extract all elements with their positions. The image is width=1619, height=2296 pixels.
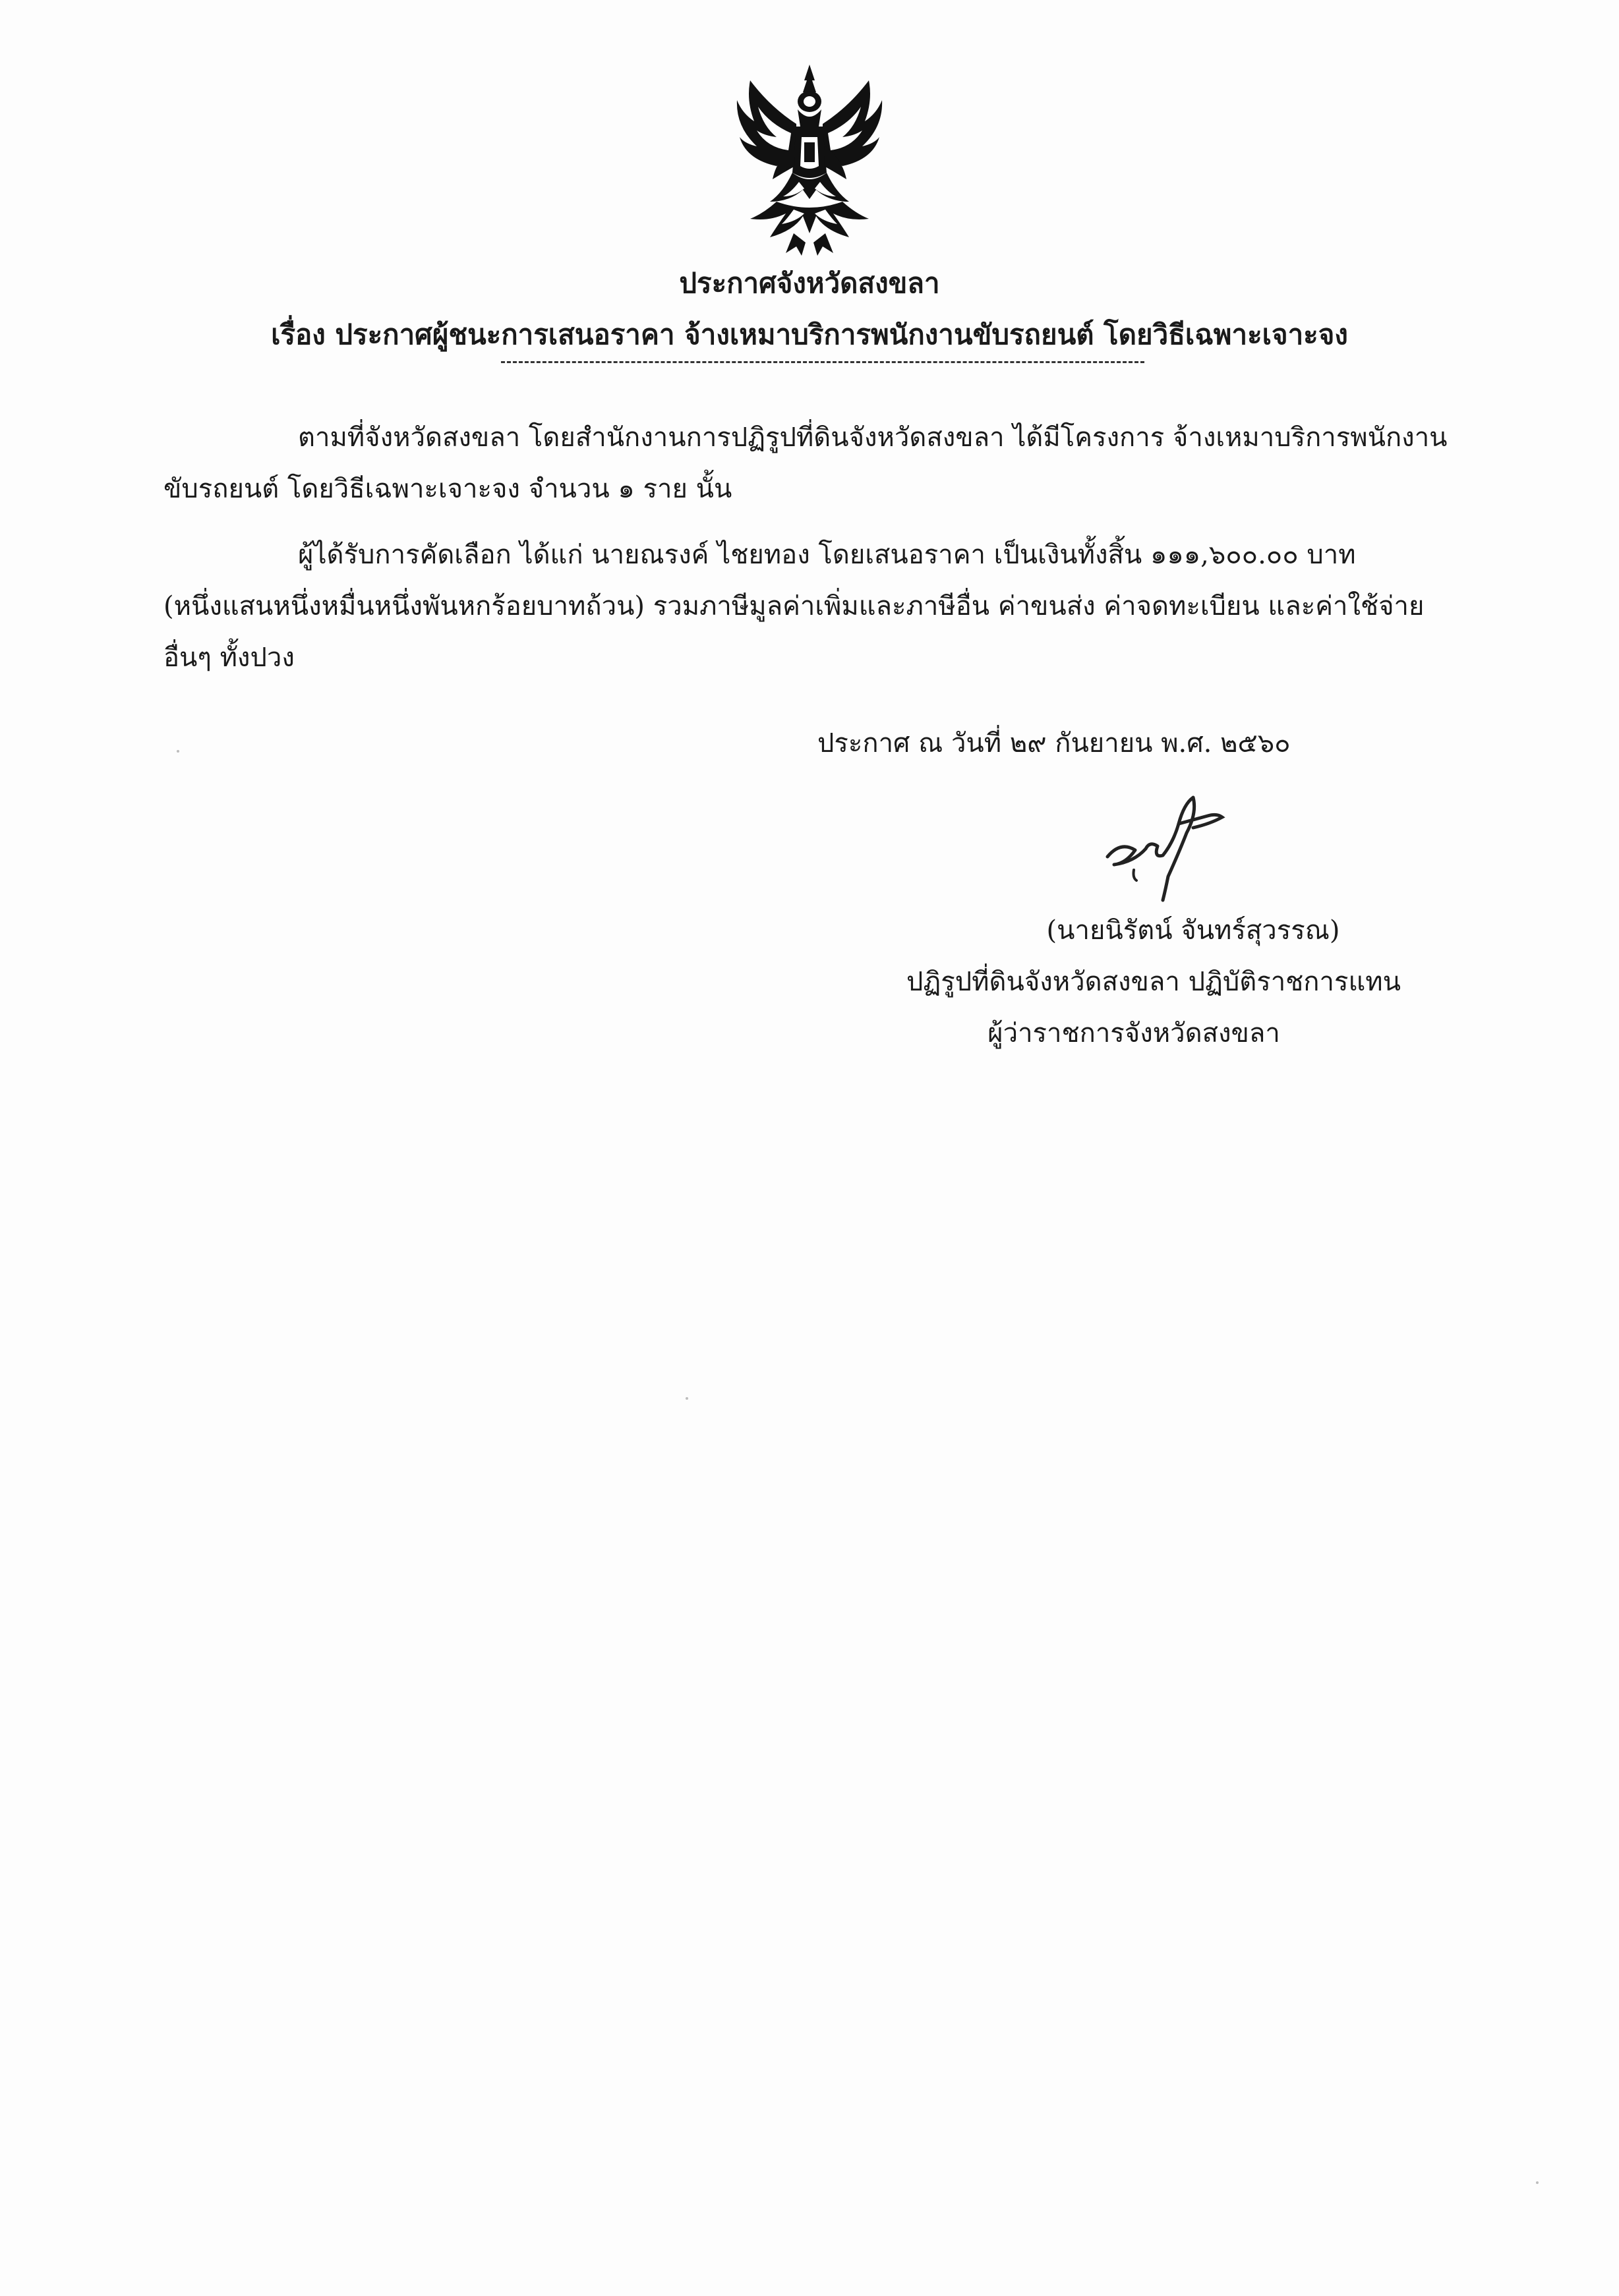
paragraph-1-line-2: ขับรถยนต์ โดยวิธีเฉพาะเจาะจง จำนวน ๑ ราย นั้น <box>163 474 732 504</box>
paragraph-2-line-2: (หนึ่งแสนหนึ่งหมื่นหนึ่งพันหกร้อยบาทถ้วน) รวมภาษีมูลค่าเพิ่มและภาษีอื่น ค่าขนส่ง ค่าจดทะเบียน และค่าใช้จ่าย <box>163 591 1425 621</box>
handwritten-signature <box>1094 778 1233 903</box>
page-title: ประกาศจังหวัดสงขลา <box>679 267 940 299</box>
signatory-position-line-1: ปฏิรูปที่ดินจังหวัดสงขลา ปฏิบัติราชการแทน <box>906 967 1401 997</box>
paragraph-1-line-1: ตามที่จังหวัดสงขลา โดยสำนักงานการปฏิรูปที่ดินจังหวัดสงขลา ได้มีโครงการ จ้างเหมาบริการพนักงาน <box>298 422 1448 453</box>
scan-speck <box>686 1397 688 1400</box>
scan-speck <box>177 750 179 753</box>
garuda-emblem-icon <box>730 61 889 258</box>
subject-line: เรื่อง ประกาศผู้ชนะการเสนอราคา จ้างเหมาบริการพนักงานขับรถยนต์ โดยวิธีเฉพาะเจาะจง <box>271 318 1348 351</box>
paragraph-2-line-3: อื่นๆ ทั้งปวง <box>163 643 295 673</box>
scan-speck <box>1536 2181 1539 2184</box>
separator-rule <box>501 361 1144 363</box>
paragraph-2-line-1: ผู้ได้รับการคัดเลือก ได้แก่ นายณรงค์ ไชยทอง โดยเสนอราคา เป็นเงินทั้งสิ้น ๑๑๑,๖๐๐.๐๐ บาท <box>298 540 1356 570</box>
signatory-position-line-2: ผู้ว่าราชการจังหวัดสงขลา <box>987 1018 1280 1048</box>
announcement-date: ประกาศ ณ วันที่ ๒๙ กันยายน พ.ศ. ๒๕๖๐ <box>817 728 1291 759</box>
signatory-name: (นายนิรัตน์ จันทร์สุวรรณ) <box>1046 915 1340 946</box>
